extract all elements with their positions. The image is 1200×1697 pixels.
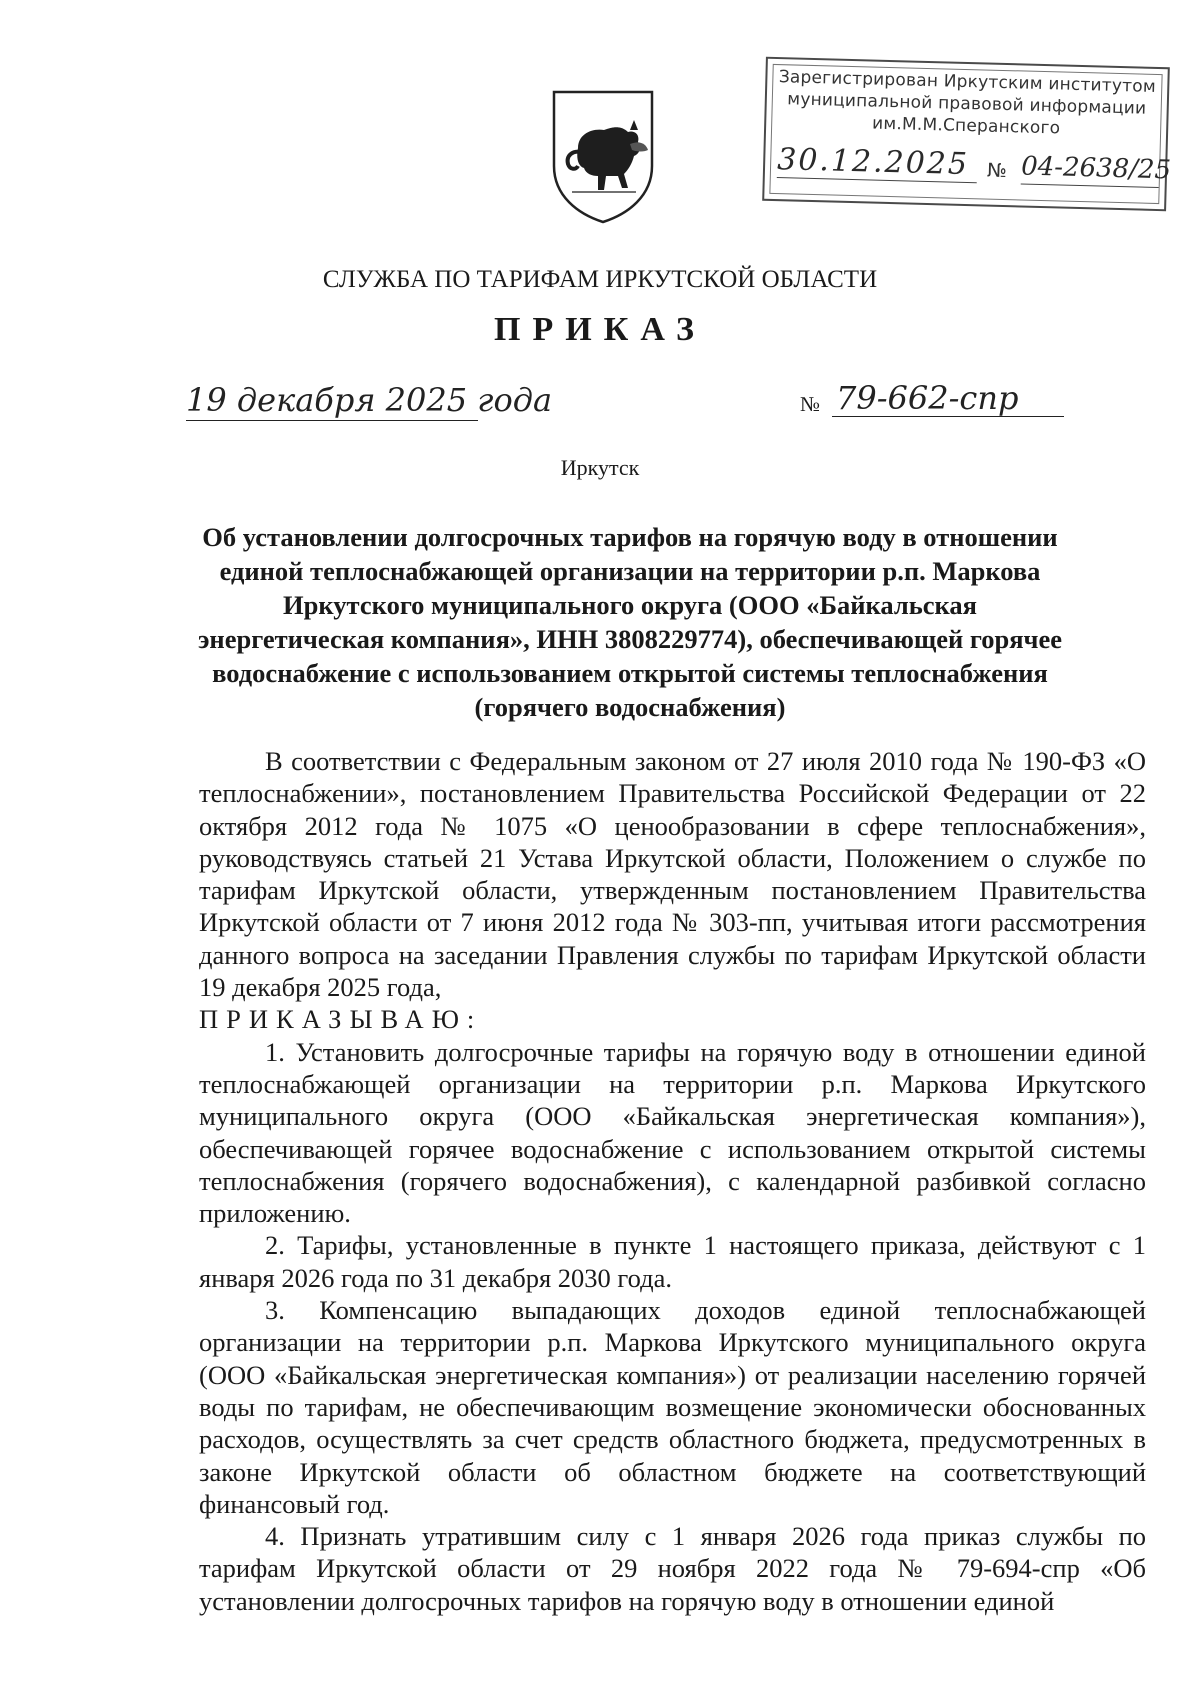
order-number: 79-662-спр: [836, 379, 1019, 417]
stamp-line-1: Зарегистрирован Иркутским институтом: [778, 67, 1157, 97]
document-type-heading: ПРИКАЗ: [494, 311, 706, 348]
stamp-line-3: им.М.М.Сперанского: [871, 113, 1061, 139]
organization-name: СЛУЖБА ПО ТАРИФАМ ИРКУТСКОЙ ОБЛАСТИ: [322, 266, 878, 293]
stamp-line-2: муниципальной правовой информации: [787, 89, 1147, 119]
preamble-paragraph: В соответствии с Федеральным законом от 27 июля 2010 года № 190-ФЗ «О теплоснабжении», постановлением Правительства Российской Федерации от 22 октября 2012 года № 1075 «О ценообразовании в сфере теплоснабжения», руководствуясь статьей 21 Устава Иркутской области, Положением о службе по тарифам Иркутской области, утвержденным постановлением Правительства Иркутской области от 7 июня 2012 года № 303-пп, учитывая итоги рассмотрения данного вопроса на заседании Правления службы по тарифам Иркутской области 19 декабря 2025 года,: [199, 746, 1146, 1003]
order-date: 19 декабря 2025 года: [186, 381, 553, 419]
document-title: Об установлении долгосрочных тарифов на горячую воду в отношении единой теплоснабжающей организации на территории р.п. Маркова Иркутского муниципального округа (ООО «Байкальская энергетическая компания», ИНН 3808229774), обеспечивающей горячее водоснабжение с использованием открытой системы теплоснабжения (горячего водоснабжения): [197, 522, 1063, 722]
stamp-registration-date: 30.12.2025: [777, 143, 978, 183]
item-3-paragraph: 3. Компенсацию выпадающих доходов единой теплоснабжающей организации на территории р.п. Маркова Иркутского муниципального округа (ООО «Байкальская энергетическая компания») от реализации населению горячей воды по тарифам, не обеспечивающим возмещение экономически обоснованных расходов, осуществлять за счет средств областного бюджета, предусмотренных в законе Иркутской области об областном бюджете на соответствующий финансовый год.: [199, 1295, 1146, 1519]
registration-stamp: [762, 57, 1170, 212]
stamp-number-label: №: [986, 159, 1008, 183]
order-number-label: №: [800, 392, 821, 416]
coat-of-arms-emblem: [548, 86, 658, 226]
item-2-paragraph: 2. Тарифы, установленные в пункте 1 настоящего приказа, действуют с 1 января 2026 года по 31 декабря 2030 года.: [199, 1230, 1146, 1293]
stamp-registration-number: 04-2638/25: [1021, 149, 1160, 188]
item-4-paragraph: 4. Признать утратившим силу с 1 января 2026 года приказ службы по тарифам Иркутской области от 29 ноября 2022 года № 79-694-спр «Об установлении долгосрочных тарифов на горячую воду в отношении единой: [199, 1521, 1146, 1616]
city-name: Иркутск: [560, 455, 640, 480]
document-body: [199, 745, 1146, 1617]
order-date-underline: [186, 420, 478, 421]
order-number-underline: [832, 416, 1064, 417]
item-1-paragraph: 1. Установить долгосрочные тарифы на горячую воду в отношении единой теплоснабжающей организации на территории р.п. Маркова Иркутского муниципального округа (ООО «Байкальская энергетическая компания»), обеспечивающей горячее водоснабжение с использованием открытой системы теплоснабжения (горячего водоснабжения), с календарной разбивкой согласно приложению.: [199, 1036, 1146, 1229]
order-word: ПРИКАЗЫВАЮ:: [199, 1004, 483, 1035]
